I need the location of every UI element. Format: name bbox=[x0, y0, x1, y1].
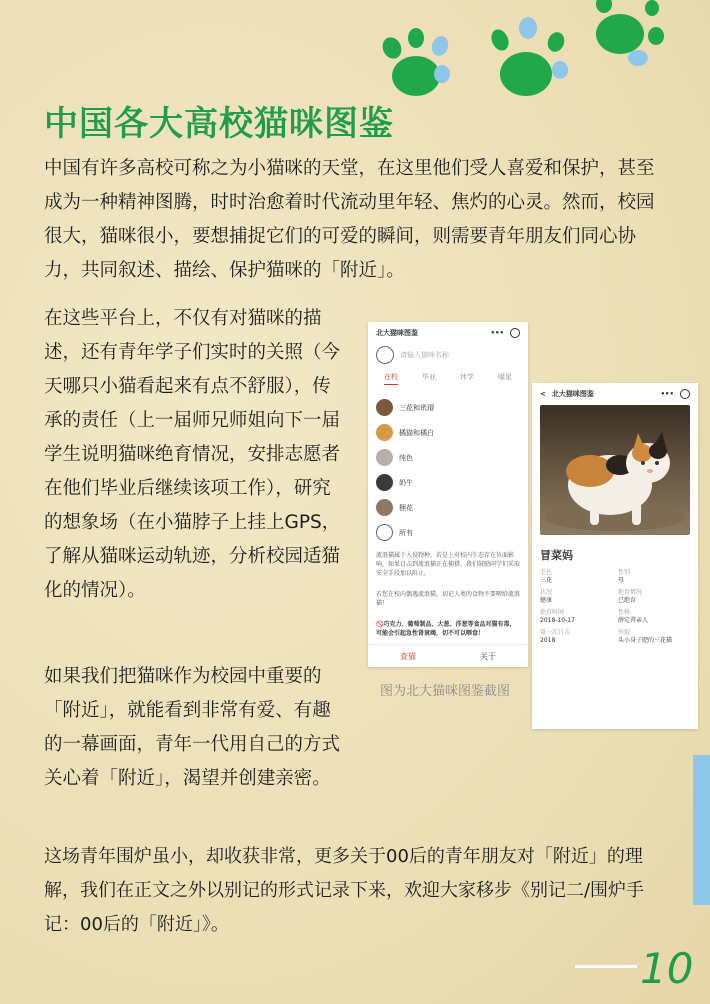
paw-print-icon bbox=[478, 12, 578, 102]
cat-face-icon bbox=[376, 346, 394, 364]
tab-graduated[interactable]: 毕业 bbox=[422, 373, 436, 381]
page-title: 中国各大高校猫咪图鉴 bbox=[44, 104, 394, 144]
cat-detail-screenshot bbox=[532, 383, 698, 729]
list-item-label: 所有 bbox=[399, 528, 413, 537]
closing-paragraph: 这场青年围炉虽小，却收获非常，更多关于00后的青年朋友对「附近」的理解，我们在正文之外以别记的形式记录下来，欢迎大家移步《别记二/围炉手记：00后的「附近」》。 bbox=[44, 846, 645, 935]
info-key: 绝育时间 bbox=[540, 609, 565, 616]
campus-paragraph: 如果我们把猫咪作为校园中重要的「附近」，就能看到非常有爱、有趣的一幕画面，青年一代用自己的方式关心着「附近」，渴望并创建亲密。 bbox=[44, 666, 341, 789]
info-value: 薛定谔亲人 bbox=[618, 617, 649, 624]
cat-list-screenshot bbox=[368, 322, 528, 667]
info-value: 已绝育 bbox=[618, 597, 637, 604]
app-header bbox=[368, 322, 528, 342]
list-item[interactable] bbox=[368, 520, 528, 545]
list-item[interactable] bbox=[368, 495, 528, 520]
list-item-label: 奶牛 bbox=[399, 478, 413, 487]
avatar bbox=[376, 424, 393, 441]
avatar bbox=[376, 474, 393, 491]
side-accent-bar bbox=[693, 755, 710, 905]
info-key: 性别 bbox=[618, 569, 631, 576]
info-value: 头小身子肥的三花猫 bbox=[618, 637, 673, 644]
cat-info-grid bbox=[532, 567, 698, 649]
bottom-nav bbox=[368, 644, 528, 667]
info-value: 母 bbox=[618, 577, 625, 584]
info-key: 性格 bbox=[618, 609, 631, 616]
search-placeholder: 请输入猫咪名称 bbox=[400, 351, 449, 359]
info-value: 2018 bbox=[540, 637, 556, 644]
notice-text: 若您在校内偶遇流浪猫，切记人类的食物不要喂给流浪猫！ bbox=[376, 591, 521, 607]
paw-print-icon bbox=[590, 0, 680, 70]
avatar bbox=[376, 399, 393, 416]
info-value: 2018-10-17 bbox=[540, 617, 575, 624]
info-value: 健康 bbox=[540, 597, 553, 604]
list-item[interactable] bbox=[368, 395, 528, 420]
nav-search-cat[interactable]: 查猫 bbox=[400, 651, 416, 661]
platform-paragraph: 在这些平台上，不仅有对猫咪的描述，还有青年学子们实时的关照（今天哪只小猫看起来有点不舒服），传承的责任（上一届师兄师姐向下一届学生说明猫咪绝育情况，安排志愿者在他们毕业后继续该项工作），研究的想象场（在小猫脖子上挂上GPS，了解从猫咪运动轨迹，分析校园适猫化的情况）。 bbox=[44, 308, 341, 601]
cat-name: 冒菜妈 bbox=[540, 549, 573, 562]
info-field bbox=[618, 589, 690, 605]
list-item-label: 狸花 bbox=[399, 503, 413, 512]
nav-about[interactable]: 关于 bbox=[480, 651, 496, 661]
avatar bbox=[376, 499, 393, 516]
calico-cat-illustration bbox=[540, 405, 690, 535]
list-item-label: 橘猫和橘白 bbox=[399, 428, 434, 437]
tab-suspended[interactable]: 休学 bbox=[460, 373, 474, 381]
app-title: 北大猫咪图鉴 bbox=[376, 329, 418, 337]
menu-dots-icon[interactable]: ••• bbox=[660, 390, 674, 398]
info-key: 绝育情况 bbox=[618, 589, 643, 596]
info-value: 三花 bbox=[540, 577, 553, 584]
list-item[interactable] bbox=[368, 470, 528, 495]
avatar bbox=[376, 449, 393, 466]
cat-photo bbox=[540, 405, 690, 535]
list-item[interactable] bbox=[368, 445, 528, 470]
app-title: 北大猫咪图鉴 bbox=[551, 390, 594, 398]
info-field bbox=[540, 629, 612, 645]
info-key: 状况 bbox=[540, 589, 553, 596]
warning-text: 🚫巧克力、葡萄制品、大葱、洋葱等食品对猫有毒，可能会引起急性肾衰竭，切不可以喂食！ bbox=[376, 621, 516, 637]
tab-in-school[interactable]: 在校 bbox=[384, 372, 398, 385]
list-item-label: 纯色 bbox=[399, 453, 413, 462]
info-key: 第一次目击 bbox=[540, 629, 571, 636]
info-key: 毛色 bbox=[540, 569, 553, 576]
back-arrow-icon[interactable]: < bbox=[540, 390, 546, 398]
info-field bbox=[618, 629, 690, 645]
notice-text: 流浪猫属于入侵物种，若是上对校内生态存在负面影响，如果目击到流浪猫正在捕猎，我们鼓励同学们采取安全手段加以阻止。 bbox=[376, 552, 521, 577]
cat-face-icon bbox=[376, 524, 393, 541]
info-field bbox=[618, 609, 690, 625]
list-item[interactable] bbox=[368, 420, 528, 445]
list-item-label: 三花和玳瑁 bbox=[399, 403, 434, 412]
paw-print-icon bbox=[372, 18, 462, 108]
info-field bbox=[540, 589, 612, 605]
page-number: 10 bbox=[640, 944, 694, 993]
info-field bbox=[540, 609, 612, 625]
app-header bbox=[532, 383, 698, 405]
screenshot-caption: 图为北大猫咪图鉴截图 bbox=[380, 684, 511, 699]
menu-dots-icon[interactable]: ••• bbox=[490, 329, 504, 337]
info-field bbox=[540, 569, 612, 585]
category-list bbox=[368, 395, 528, 545]
status-tabs bbox=[368, 368, 528, 389]
page-number-rule bbox=[575, 965, 637, 968]
search-bar[interactable] bbox=[368, 342, 528, 368]
info-field bbox=[618, 569, 690, 585]
intro-paragraph: 中国有许多高校可称之为小猫咪的天堂，在这里他们受人喜爱和保护，甚至成为一种精神图腾，时时治愈着时代流动里年轻、焦灼的心灵。然而，校园很大，猫咪很小，要想捕捉它们的可爱的瞬间，则需要青年朋友们同心协力，共同叙述、描绘、保护猫咪的「附近」。 bbox=[44, 158, 655, 281]
tab-passed-away[interactable]: 喵星 bbox=[498, 373, 512, 381]
info-key: 外貌 bbox=[618, 629, 631, 636]
target-icon[interactable] bbox=[680, 389, 690, 399]
target-icon[interactable] bbox=[510, 328, 520, 338]
